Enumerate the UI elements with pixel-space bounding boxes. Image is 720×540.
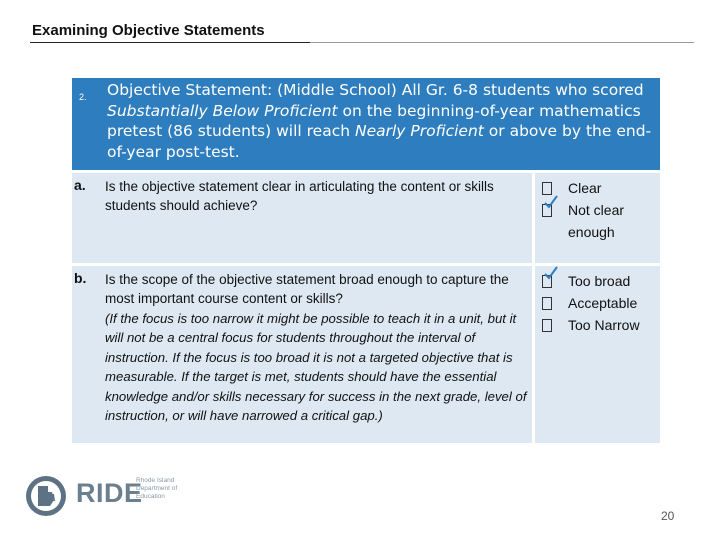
question-row-a xyxy=(72,173,660,263)
title-underline xyxy=(30,42,310,43)
question-text xyxy=(105,270,530,425)
option-too-narrow[interactable] xyxy=(542,314,658,336)
statement-text-1: Objective Statement: (Middle School) All Gr. 6-8 students who scored xyxy=(107,81,644,99)
question-letter: a. xyxy=(74,177,86,193)
option-label: Clear xyxy=(568,180,602,196)
options-list xyxy=(542,270,658,336)
ride-logo-text: RIDE xyxy=(76,478,143,508)
option-label: Too Narrow xyxy=(568,317,640,333)
question-main-text: Is the scope of the objective statement broad enough to capture the most important course content or skills? xyxy=(105,272,509,306)
checkbox[interactable] xyxy=(542,297,552,310)
option-acceptable[interactable] xyxy=(542,292,658,314)
cell-divider xyxy=(532,266,535,443)
statement-text-2: on the beginning-of-year mathematics pretest (86 students) will reach xyxy=(107,101,641,140)
objective-header xyxy=(72,78,660,170)
question-row-b xyxy=(72,266,660,443)
statement-text-3: or above by the end-of-year post-test. xyxy=(107,122,652,161)
statement-emphasis-1: Substantially Below Proficient xyxy=(107,101,338,120)
slide-title: Examining Objective Statements xyxy=(32,22,265,39)
question-letter: b. xyxy=(74,270,87,286)
question-note: (If the focus is too narrow it might be possible to teach it in a unit, but it will not be a central focus for students throughout the interval of instruction. If the focus is too broad it is not a targeted objective that is measurable. If the target is met, students should have the essential knowledge and/or skills necessary for success in the next grade, level of instruction, or will have narrowed a critical gap.) xyxy=(105,311,527,424)
checkbox[interactable] xyxy=(542,182,552,195)
option-clear[interactable] xyxy=(542,177,658,199)
checkbox[interactable] xyxy=(542,319,552,332)
checkmark-icon xyxy=(544,266,558,280)
page-number: 20 xyxy=(661,509,675,523)
question-cell xyxy=(72,266,532,443)
question-text: Is the objective statement clear in articulating the content or skills students should achieve? xyxy=(105,179,494,213)
question-cell xyxy=(72,173,532,263)
option-label: Not clear enough xyxy=(568,202,625,240)
objective-statement xyxy=(107,80,657,162)
cell-divider xyxy=(532,173,535,263)
option-label: Acceptable xyxy=(568,295,638,311)
ride-logo-subtitle: Rhode Island Department of Education xyxy=(136,477,178,500)
checkmark-icon xyxy=(544,195,558,209)
statement-emphasis-2: Nearly Proficient xyxy=(354,122,484,140)
rhode-island-logo-icon xyxy=(24,474,68,518)
objective-number: 2. xyxy=(79,92,87,102)
option-too-broad[interactable] xyxy=(542,270,658,292)
option-not-clear-enough[interactable] xyxy=(542,199,658,243)
option-label: Too broad xyxy=(568,273,631,289)
options-list xyxy=(542,177,658,243)
